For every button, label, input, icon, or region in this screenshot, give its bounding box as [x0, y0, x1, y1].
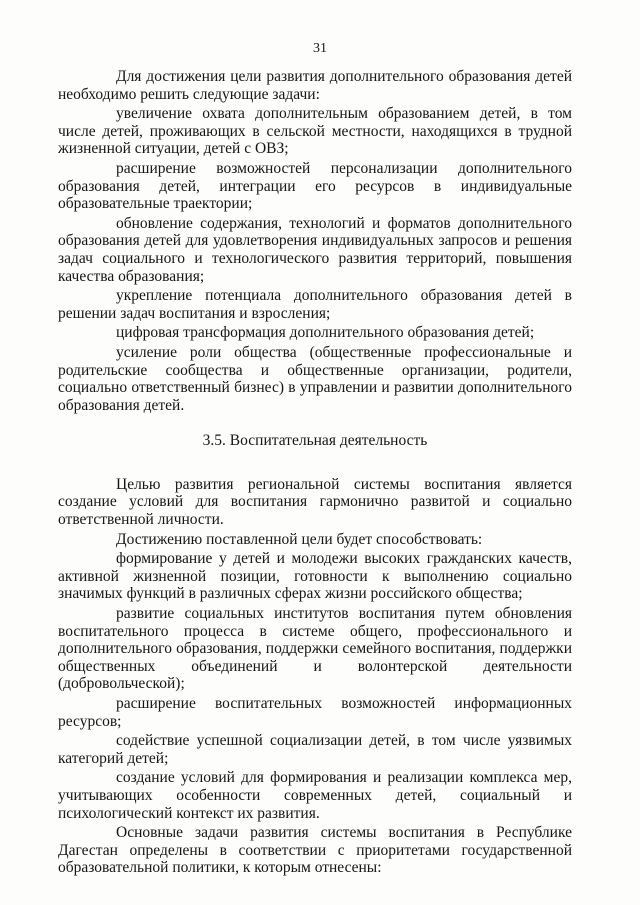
- paragraph-tasks-intro: Для достижения цели развития дополнительного образования детей необходимо решить следующие задачи:: [58, 68, 572, 103]
- page-body: [58, 68, 572, 877]
- list-item-task: обновление содержания, технологий и форматов дополнительного образования детей для удовлетворения индивидуальных запросов и решения задач социального и технологического развития территорий, повышения качества образования;: [58, 214, 572, 285]
- list-item-task: усиление роли общества (общественные профессиональные и родительские сообщества и общественные организации, родители, социально ответственный бизнес) в управлении и развитии дополнительного образования детей.: [58, 343, 572, 414]
- paragraph-achievement-intro: Достижению поставленной цели будет способствовать:: [116, 530, 483, 548]
- list-item-measure: формирование у детей и молодежи высоких гражданских качеств, активной жизненной позиции, готовности к выполнению социально значимых функций в различных сферах жизни российского общества;: [58, 550, 572, 603]
- list-item-task: цифровая трансформация дополнительного образования детей;: [116, 324, 535, 342]
- list-item-task: расширение возможностей персонализации дополнительного образования детей, интеграции его ресурсов в индивидуальные образовательные траектории;: [58, 159, 572, 213]
- list-item-task: укрепление потенциала дополнительного образования детей в решении задач воспитания и взросления;: [58, 287, 572, 322]
- paragraph-goal: Целью развития региональной системы воспитания является создание условий для воспитания гармонично развитой и социально ответственной личности.: [58, 475, 572, 529]
- section-heading: 3.5. Воспитательная деятельность: [202, 432, 428, 450]
- list-item-measure: создание условий для формирования и реализации комплекса мер, учитывающих особенности современных детей, социальный и психологический контекст их развития.: [58, 769, 572, 822]
- list-item-measure: развитие социальных институтов воспитания путем обновления воспитательного процесса в системе общего, профессионального и дополнительного образования, поддержки семейного воспитания, поддержки общественных объединений и волонтерской деятельности (добровольческой);: [58, 605, 572, 693]
- paragraph-main-tasks: Основные задачи развития системы воспитания в Республике Дагестан определены в соответствии с приоритетами государственной образовательной политики, к которым отнесены:: [58, 824, 572, 877]
- list-item-measure: содействие успешной социализации детей, в том числе уязвимых категорий детей;: [58, 732, 572, 767]
- page-number: 31: [313, 41, 327, 56]
- list-item-task: увеличение охвата дополнительным образованием детей, в том числе детей, проживающих в сельской местности, находящихся в трудной жизненной ситуации, детей с ОВЗ;: [58, 105, 572, 158]
- list-item-measure: расширение воспитательных возможностей информационных ресурсов;: [58, 695, 572, 730]
